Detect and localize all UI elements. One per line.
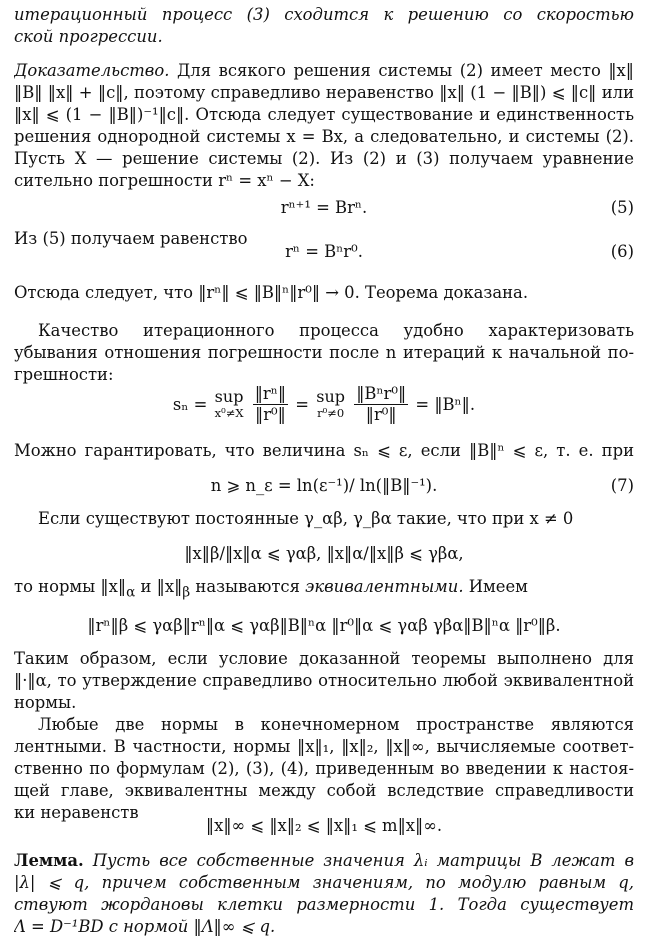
text-fragment: и ‖x‖ bbox=[135, 577, 183, 596]
text-line: Отсюда следует, что ‖rⁿ‖ ⩽ ‖B‖ⁿ‖r⁰‖ → 0. Теорема доказана. bbox=[14, 283, 529, 302]
text-fragment: Для всякого решения системы (2) имеет место ‖x‖ bbox=[176, 61, 634, 80]
fraction bbox=[354, 384, 408, 425]
text-line: убывания отношения погрешности после n итераций к начальной по- bbox=[14, 343, 634, 362]
text-fragment: Пусть все собственные значения λᵢ матрицы B лежат в bbox=[92, 851, 634, 870]
text-line: Пусть X — решение системы (2). Из (2) и (3) получаем уравнение bbox=[14, 149, 634, 168]
formula-6: rⁿ = Bⁿr⁰. bbox=[285, 242, 363, 261]
text-line: Качество итерационного процесса удобно характеризовать bbox=[38, 321, 634, 340]
formula-gamma: ‖x‖β/‖x‖α ⩽ γαβ, ‖x‖α/‖x‖β ⩽ γβα, bbox=[184, 544, 464, 563]
sup-subscript: x⁰≠X bbox=[214, 405, 244, 420]
sup-label: sup bbox=[214, 386, 244, 406]
text-line: итерационный процесс (3) сходится к решению со скоростью bbox=[14, 5, 634, 24]
text-line: щей главе, эквивалентны между собой вследствие справедливости bbox=[14, 781, 634, 800]
proof-heading: Доказательство. bbox=[14, 61, 170, 80]
subscript: α bbox=[126, 584, 136, 601]
text-line: Любые две нормы в конечномерном пространстве являются bbox=[38, 715, 634, 734]
formula-sn bbox=[14, 384, 634, 425]
text-line: Таким образом, если условие доказанной теоремы выполнено для bbox=[14, 649, 634, 668]
sup-operator bbox=[214, 386, 244, 421]
formula-part: = bbox=[295, 395, 310, 414]
text-fragment: то нормы ‖x‖ bbox=[14, 577, 127, 596]
fraction-denominator: ‖r⁰‖ bbox=[255, 405, 286, 424]
emphasis: эквивалентными. bbox=[305, 577, 464, 596]
text-line: Если существуют постоянные γ_αβ, γ_βα такие, что при x ≠ 0 bbox=[38, 509, 574, 528]
text-line: ‖·‖α, то утверждение справедливо относительно любой эквивалентной bbox=[14, 671, 634, 690]
text-line: Можно гарантировать, что величина sₙ ⩽ ε, если ‖B‖ⁿ ⩽ ε, т. е. при bbox=[14, 441, 634, 460]
fraction-numerator: ‖Bⁿr⁰‖ bbox=[356, 384, 407, 403]
proof-line bbox=[14, 60, 634, 82]
formula-5: rⁿ⁺¹ = Brⁿ. bbox=[280, 198, 368, 217]
formula-7: n ⩾ n_ε = ln(ε⁻¹)/ ln(‖B‖⁻¹). bbox=[210, 476, 438, 495]
equation-number-7: (7) bbox=[610, 476, 634, 495]
text-line: лентными. В частности, нормы ‖x‖₁, ‖x‖₂, ‖x‖∞, вычисляемые соответ- bbox=[14, 737, 634, 756]
text-line: Λ = D⁻¹BD с нормой ‖Λ‖∞ ⩽ q. bbox=[14, 917, 276, 936]
text-line: нормы. bbox=[14, 693, 77, 712]
formula-part: = ‖Bⁿ‖. bbox=[415, 395, 476, 414]
formula-norm-inequalities: ‖x‖∞ ⩽ ‖x‖₂ ⩽ ‖x‖₁ ⩽ m‖x‖∞. bbox=[205, 816, 443, 835]
text-line bbox=[14, 576, 634, 603]
fraction-numerator: ‖rⁿ‖ bbox=[254, 384, 287, 403]
text-fragment: Имеем bbox=[463, 577, 528, 596]
equation-number-5: (5) bbox=[610, 198, 634, 217]
text-line: сительно погрешности rⁿ = xⁿ − X: bbox=[14, 171, 315, 190]
lemma-heading: Лемма. bbox=[14, 851, 84, 870]
equation-number-6: (6) bbox=[610, 242, 634, 261]
text-line: ‖x‖ ⩽ (1 − ‖B‖)⁻¹‖c‖. Отсюда следует существование и единственность bbox=[14, 105, 634, 124]
text-line: ‖B‖ ‖x‖ + ‖c‖, поэтому справедливо неравенство ‖x‖ (1 − ‖B‖) ⩽ ‖c‖ или bbox=[14, 83, 634, 102]
formula-part: sₙ = bbox=[172, 395, 208, 414]
text-line: решения однородной системы x = Bx, а следовательно, и системы (2). bbox=[14, 127, 634, 146]
sup-operator bbox=[316, 386, 345, 421]
text-line: ки неравенств bbox=[14, 803, 139, 822]
text-line: ствуют жордановы клетки размерности 1. Тогда существует bbox=[14, 895, 634, 914]
fraction bbox=[253, 384, 288, 425]
text-line: ственно по формулам (2), (3), (4), приведенным во введении к настоя- bbox=[14, 759, 634, 778]
text-fragment: называются bbox=[190, 577, 306, 596]
formula-chain: ‖rⁿ‖β ⩽ γαβ‖rⁿ‖α ⩽ γαβ‖B‖ⁿα ‖r⁰‖α ⩽ γαβ γβα‖B‖ⁿα ‖r⁰‖β. bbox=[87, 616, 561, 635]
text-line: грешности: bbox=[14, 365, 114, 384]
subscript: β bbox=[182, 584, 191, 601]
text-line: ской прогрессии. bbox=[14, 27, 163, 46]
fraction-denominator: ‖r⁰‖ bbox=[365, 405, 397, 424]
text-line: |λ| ⩽ q, причем собственным значениям, по модулю равным q, bbox=[14, 873, 634, 892]
sup-label: sup bbox=[316, 386, 345, 406]
sup-subscript: r⁰≠0 bbox=[317, 405, 345, 420]
text-line: Из (5) получаем равенство bbox=[14, 229, 248, 248]
lemma-line bbox=[14, 850, 634, 872]
